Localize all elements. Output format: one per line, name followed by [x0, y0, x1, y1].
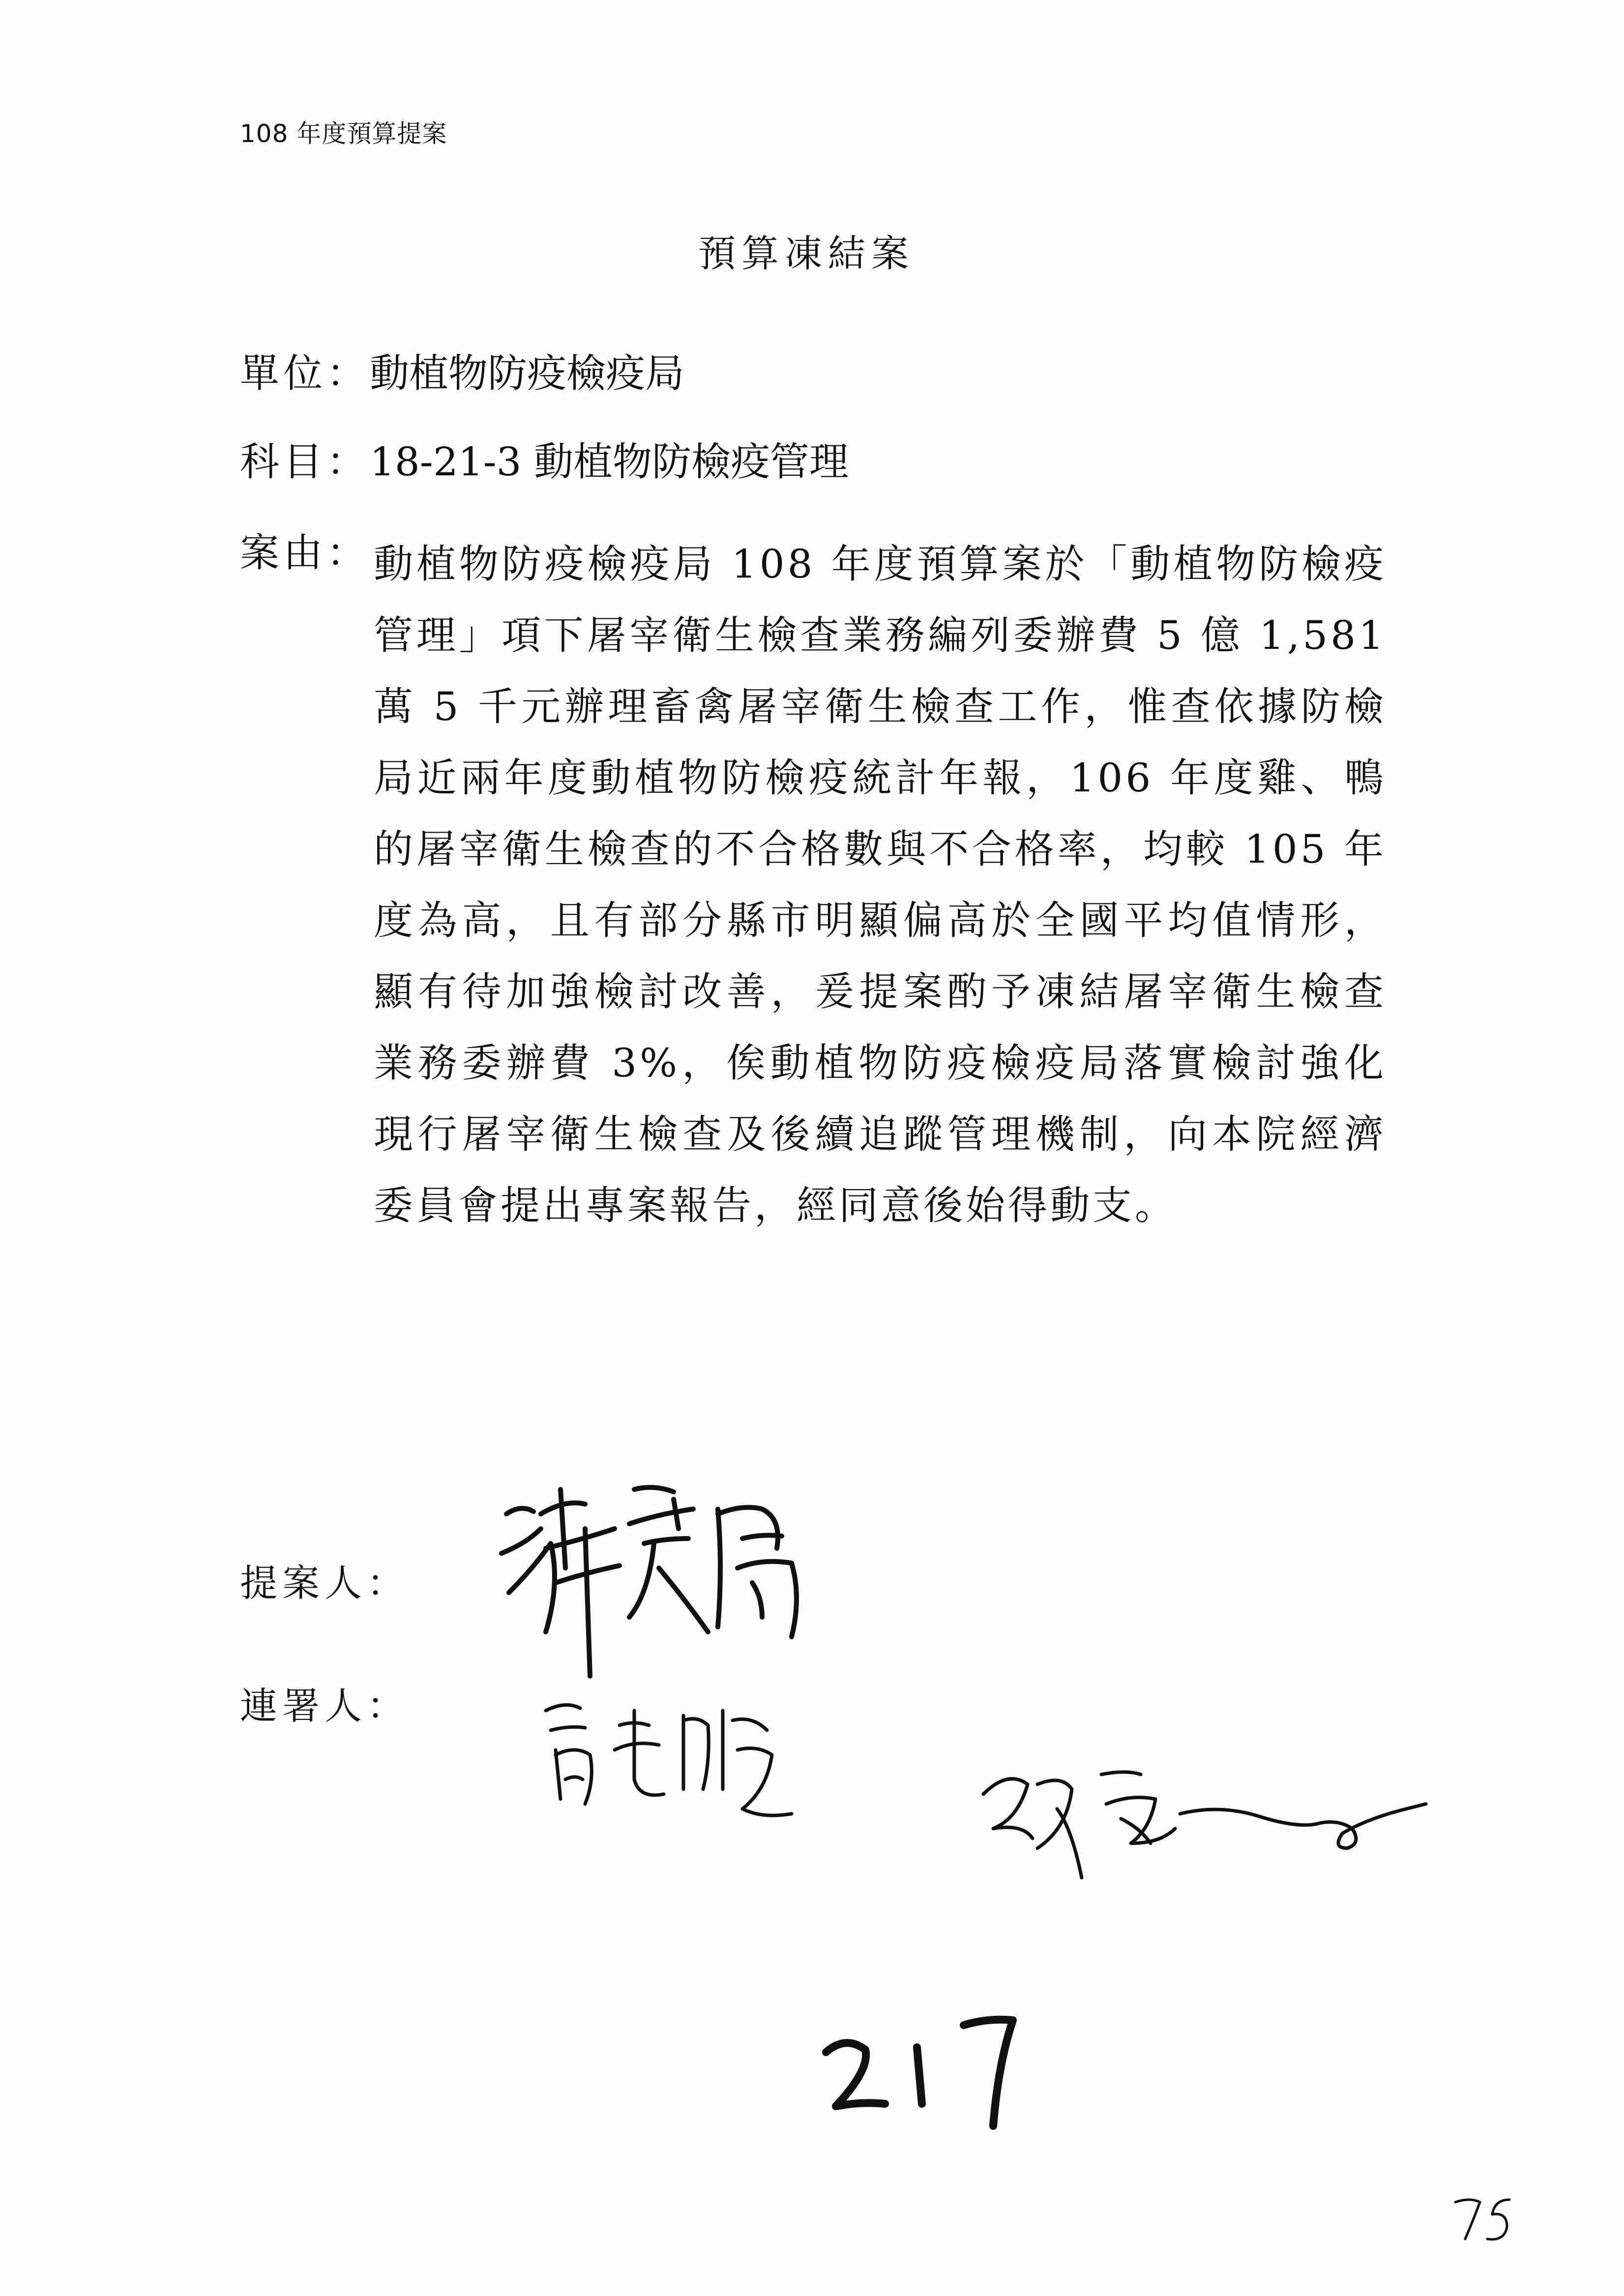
reason-field	[240, 528, 370, 578]
subject-label: 科目：	[240, 439, 370, 485]
subject-field	[240, 437, 849, 487]
unit-value: 動植物防疫檢疫局	[370, 350, 684, 396]
cosigner-label: 連署人：	[240, 1684, 409, 1728]
proposer-label: 提案人：	[240, 1561, 409, 1605]
header-note: 108 年度預算提案	[240, 119, 447, 148]
cosigner-signature-1	[536, 1681, 811, 1829]
unit-label: 單位：	[240, 350, 370, 396]
handwritten-page-number	[816, 2005, 1028, 2133]
corner-handwritten-mark	[1450, 2192, 1519, 2246]
document-title: 預算凍結案	[698, 232, 915, 275]
unit-field	[240, 349, 684, 398]
cosigner-signature-2	[964, 1730, 1436, 1888]
reason-label: 案由：	[240, 530, 370, 576]
proposer-signature	[487, 1470, 860, 1696]
reason-value: 動植物防疫檢疫局 108 年度預算案於「動植物防檢疫管理」項下屠宰衛生檢查業務編列委辦費 5 億 1,581 萬 5 千元辦理畜禽屠宰衛生檢查工作，惟查依據防檢局近兩年度動植物防檢疫統計年報，106 年度雞、鴨的屠宰衛生檢查的不合格數與不合格率，均較 105 年度為高，且有部分縣市明顯偏高於全國平均值情形，顯有待加強檢討改善，爰提案酌予凍結屠宰衛生檢查業務委辦費 3%，俟動植物防疫檢疫局落實檢討強化現行屠宰衛生檢查及後續追蹤管理機制，向本院經濟委員會提出專案報告，經同意後始得動支。	[374, 541, 1387, 1228]
subject-value: 18-21-3 動植物防檢疫管理	[370, 439, 849, 485]
